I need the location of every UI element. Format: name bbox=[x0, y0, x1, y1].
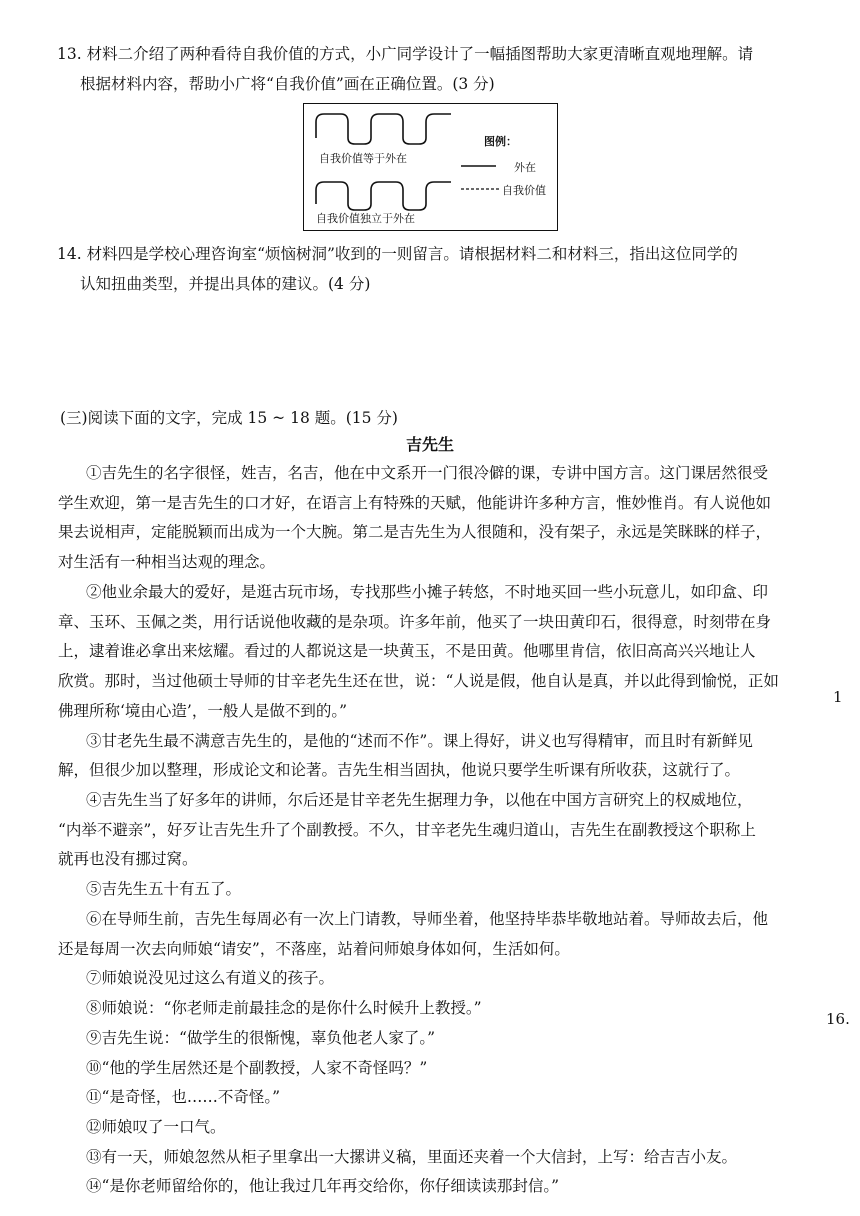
caption-top: 自我价值等于外在 bbox=[319, 152, 407, 165]
self-worth-diagram bbox=[303, 103, 558, 231]
paragraph-line: ⑫师娘叹了一口气。 bbox=[86, 1118, 226, 1136]
paragraph-line: 解，但很少加以整理，形成论文和论著。吉先生相当固执，他说只要学生听课有所收获，这就行了。 bbox=[58, 761, 741, 779]
paragraph-line: ⑤吉先生五十有五了。 bbox=[86, 880, 242, 898]
caption-bottom: 自我价值独立于外在 bbox=[316, 212, 415, 225]
wave-bottom bbox=[316, 182, 451, 210]
paragraph-line: ⑩“他的学生居然还是个副教授，人家不奇怪吗？” bbox=[86, 1059, 428, 1077]
paragraph-line: 对生活有一种相当达观的理念。 bbox=[58, 553, 276, 571]
legend-dashed-label: 自我价值 bbox=[502, 184, 546, 197]
legend-solid-label: 外在 bbox=[514, 161, 536, 174]
legend-title: 图例： bbox=[484, 135, 517, 148]
q14-line-1: 14. 材料四是学校心理咨询室“烦恼树洞”收到的一则留言。请根据材料二和材料三，指出这位同学的 bbox=[57, 245, 738, 263]
paragraph-line: ⑦师娘说没见过这么有道义的孩子。 bbox=[86, 969, 335, 987]
paragraph-line: 果去说相声，定能脱颖而出成为一个大腕。第二是吉先生为人很随和，没有架子，永远是笑眯眯的样子， bbox=[58, 523, 772, 541]
paragraph-line: ⑬有一天，师娘忽然从柜子里拿出一大摞讲义稿，里面还夹着一个大信封，上写：给吉吉小友。 bbox=[86, 1148, 738, 1166]
wave-top bbox=[316, 114, 451, 144]
paragraph-line: 就再也没有挪过窝。 bbox=[58, 850, 198, 868]
paragraph-line: 还是每周一次去向师娘“请安”，不落座，站着问师娘身体如何，生活如何。 bbox=[58, 940, 570, 958]
paragraph-line: 佛理所称‘境由心造’，一般人是做不到的。” bbox=[58, 702, 348, 720]
paragraph-line: “内举不避亲”，好歹让吉先生升了个副教授。不久，甘辛老先生魂归道山，吉先生在副教授这个职称上 bbox=[58, 821, 756, 839]
paragraph-line: ③甘老先生最不满意吉先生的，是他的“述而不作”。课上得好，讲义也写得精审，而且时有新鲜见 bbox=[86, 732, 753, 750]
margin-mark-1: 1 bbox=[833, 688, 843, 706]
paragraph-line: ⑥在导师生前，吉先生每周必有一次上门请教，导师坐着，他坚持毕恭毕敬地站着。导师故去后，他 bbox=[86, 910, 769, 928]
paragraph-line: ①吉先生的名字很怪，姓吉，名吉，他在中文系开一门很冷僻的课，专讲中国方言。这门课居然很受 bbox=[86, 464, 769, 482]
paragraph-line: ②他业余最大的爱好，是逛古玩市场，专找那些小摊子转悠，不时地买回一些小玩意儿，如印盒、印 bbox=[86, 583, 769, 601]
paragraph-line: ④吉先生当了好多年的讲师，尔后还是甘辛老先生据理力争，以他在中国方言研究上的权威地位， bbox=[86, 791, 753, 809]
paragraph-line: 章、玉环、玉佩之类，用行话说他收藏的是杂项。许多年前，他买了一块田黄印石，很得意，时刻带在身 bbox=[58, 613, 772, 631]
paragraph-line: 欣赏。那时，当过他硕士导师的甘辛老先生还在世，说：“人说是假，他自认是真，并以此得到愉悦，正如 bbox=[58, 672, 779, 690]
paragraph-line: 学生欢迎，第一是吉先生的口才好，在语言上有特殊的天赋，他能讲许多种方言，惟妙惟肖。有人说他如 bbox=[58, 494, 772, 512]
q14-line-2: 认知扭曲类型，并提出具体的建议。(4 分) bbox=[80, 275, 371, 293]
q13-line-2: 根据材料内容，帮助小广将“自我价值”画在正确位置。(3 分) bbox=[80, 75, 495, 93]
paragraph-line: ⑨吉先生说：“做学生的很惭愧，辜负他老人家了。” bbox=[86, 1029, 436, 1047]
paragraph-line: ⑪“是奇怪，也……不奇怪。” bbox=[86, 1088, 281, 1106]
q13-line-1: 13. 材料二介绍了两种看待自我价值的方式，小广同学设计了一幅插图帮助大家更清晰直观地理解。请 bbox=[57, 45, 754, 63]
margin-mark-16: 16. bbox=[826, 1010, 850, 1028]
section-heading: (三)阅读下面的文字，完成 15 ~ 18 题。(15 分) bbox=[60, 409, 398, 427]
paragraph-line: ⑧师娘说：“你老师走前最挂念的是你什么时候升上教授。” bbox=[86, 999, 482, 1017]
story-title: 吉先生 bbox=[405, 435, 454, 454]
paragraph-line: ⑭“是你老师留给你的，他让我过几年再交给你，你仔细读读那封信。” bbox=[86, 1177, 560, 1195]
paragraph-line: 上，逮着谁必拿出来炫耀。看过的人都说这是一块黄玉，不是田黄。他哪里肯信，依旧高高兴兴地让人 bbox=[58, 642, 756, 660]
